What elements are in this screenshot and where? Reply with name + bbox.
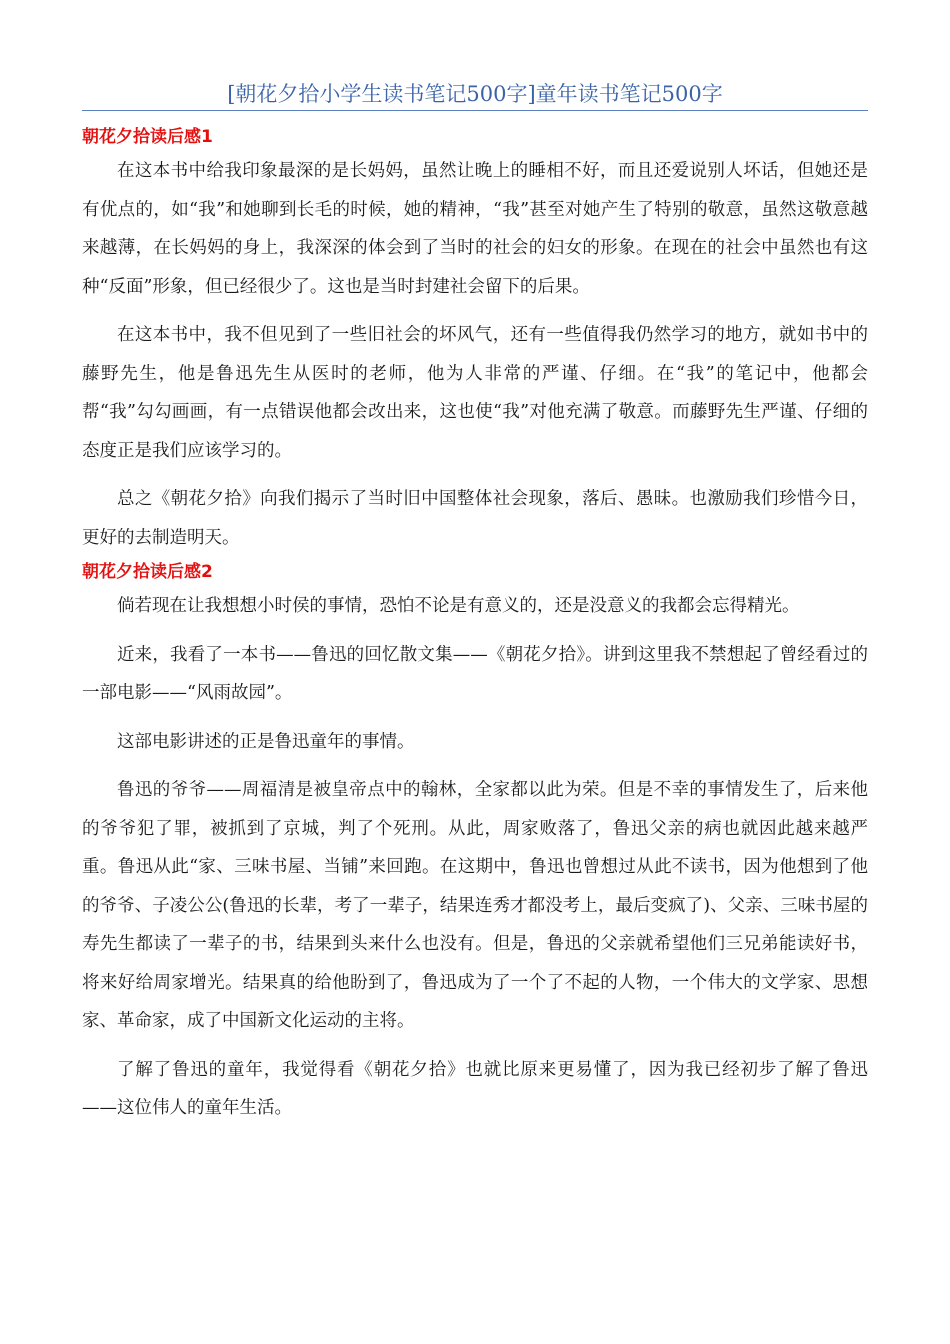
paragraph: 近来，我看了一本书——鲁迅的回忆散文集——《朝花夕拾》。讲到这里我不禁想起了曾经看过的一部电影——“风雨故园”。 <box>82 644 868 703</box>
paragraph: 鲁迅的爷爷——周福清是被皇帝点中的翰林，全家都以此为荣。但是不幸的事情发生了，后来他的爷爷犯了罪，被抓到了京城，判了个死刑。从此，周家败落了，鲁迅父亲的病也就因此越来越严重。鲁迅从此“家、三味书屋、当铺”来回跑。在这期中，鲁迅也曾想过从此不读书，因为他想到了他的爷爷、子凌公公(鲁迅的长辈，考了一辈子，结果连秀才都没考上，最后变疯了)、父亲、三味书屋的寿先生都读了一辈子的书，结果到头来什么也没有。但是，鲁迅的父亲就希望他们三兄弟能读好书，将来好给周家增光。结果真的给他盼到了，鲁迅成为了一个了不起的人物，一个伟大的文学家、思想家、革命家，成了中国新文化运动的主将。 <box>82 780 868 1031</box>
paragraph: 了解了鲁迅的童年，我觉得看《朝花夕拾》也就比原来更易懂了，因为我已经初步了解了鲁迅——这位伟人的童年生活。 <box>82 1059 868 1118</box>
paragraph: 这部电影讲述的正是鲁迅童年的事情。 <box>117 731 415 752</box>
paragraph: 在这本书中给我印象最深的是长妈妈，虽然让晚上的睡相不好，而且还爱说别人坏话，但她还是有优点的，如“我”和她聊到长毛的时候，她的精神，“我”甚至对她产生了特别的敬意，虽然这敬意越来越薄，在长妈妈的身上，我深深的体会到了当时的社会的妇女的形象。在现在的社会中虽然也有这种“反面”形象，但已经很少了。这也是当时封建社会留下的后果。 <box>82 161 868 297</box>
title-underline <box>82 110 868 111</box>
document-title: [朝花夕拾小学生读书笔记500字]童年读书笔记500字 <box>227 82 723 106</box>
paragraph: 总之《朝花夕拾》向我们揭示了当时旧中国整体社会现象，落后、愚昧。也激励我们珍惜今日，更好的去制造明天。 <box>82 489 868 548</box>
section-heading-2: 朝花夕拾读后感2 <box>82 562 213 582</box>
document-body <box>82 124 868 1128</box>
paragraph: 在这本书中，我不但见到了一些旧社会的坏风气，还有一些值得我仍然学习的地方，就如书中的藤野先生，他是鲁迅先生从医时的老师，他为人非常的严谨、仔细。在“我”的笔记中，他都会帮“我”勾勾画画，有一点错误他都会改出来，这也使“我”对他充满了敬意。而藤野先生严谨、仔细的态度正是我们应该学习的。 <box>82 325 868 461</box>
paragraph: 倘若现在让我想想小时侯的事情，恐怕不论是有意义的，还是没意义的我都会忘得精光。 <box>117 596 800 616</box>
section-heading-1: 朝花夕拾读后感1 <box>82 127 213 147</box>
